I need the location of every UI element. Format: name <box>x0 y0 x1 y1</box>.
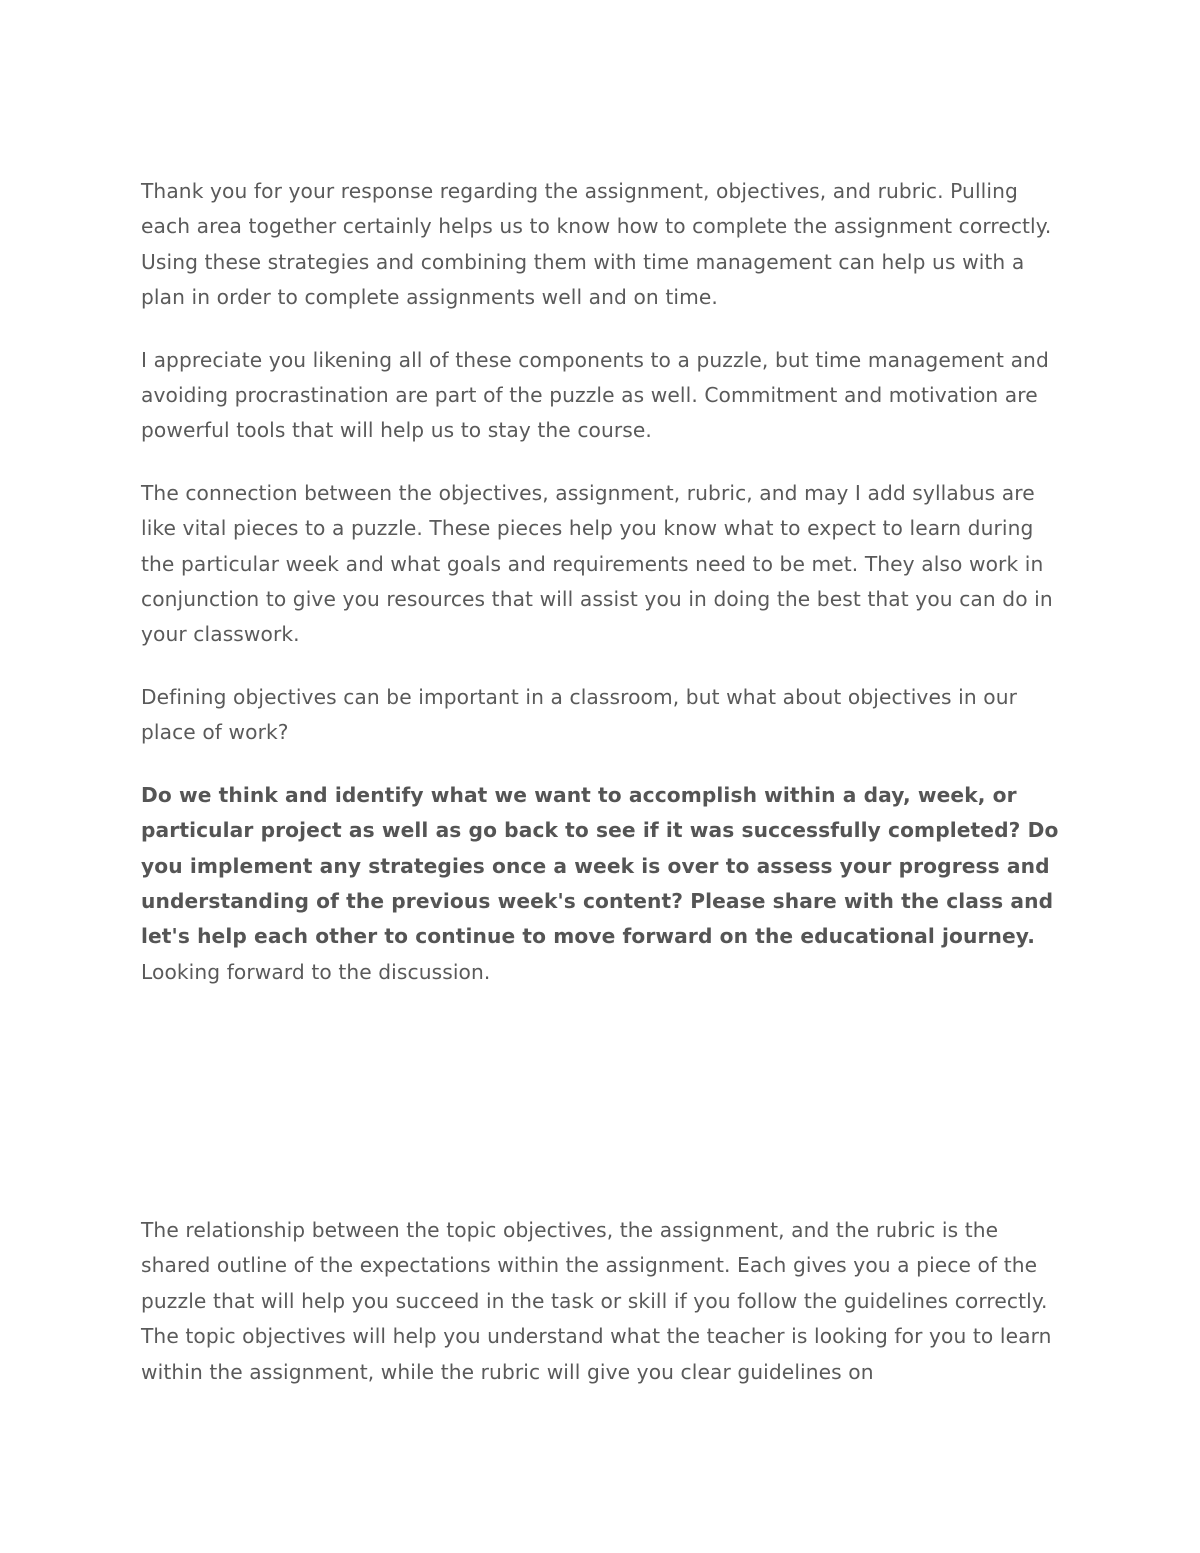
paragraph-thank-you: Thank you for your response regarding the assignment, objectives, and rubric. Pulling each area together certainly helps us to know how to complete the assignment correctly. Using these strategies and combining them with time management can help us with a plan in order to complete assignments well and on time. <box>141 179 1052 310</box>
paragraph-puzzle: I appreciate you likening all of these components to a puzzle, but time management and avoiding procrastination are part of the puzzle as well. Commitment and motivation are powerful tools that will help us to stay the course. <box>141 347 1049 443</box>
paragraph-relationship: The relationship between the topic objectives, the assignment, and the rubric is the shared outline of the expectations within the assignment. Each gives you a piece of the puzzle that will help you succeed in the task or skill if you follow the guidelines correctly. The topic objectives will help you understand what the teacher is looking for you to learn within the assignment, while the rubric will give you clear guidelines on <box>141 1218 1052 1384</box>
paragraph-closing: Looking forward to the discussion. <box>141 959 491 984</box>
document-second-section <box>141 1213 1061 1390</box>
paragraph-defining-objectives: Defining objectives can be important in a classroom, but what about objectives in our place of work? <box>141 684 1017 745</box>
document-body <box>141 174 1061 990</box>
paragraph-connection: The connection between the objectives, assignment, rubric, and may I add syllabus are like vital pieces to a puzzle. These pieces help you know what to expect to learn during the particular week and what goals and requirements need to be met. They also work in conjunction to give you resources that will assist you in doing the best that you can do in your classwork. <box>141 480 1053 647</box>
paragraph-bold-question: Do we think and identify what we want to accomplish within a day, week, or particular project as well as go back to see if it was successfully completed? Do you implement any strategies once a week is over to assess your progress and understanding of the previous week's content? Please share with the class and let's help each other to continue to move forward on the educational journey. <box>141 782 1059 949</box>
